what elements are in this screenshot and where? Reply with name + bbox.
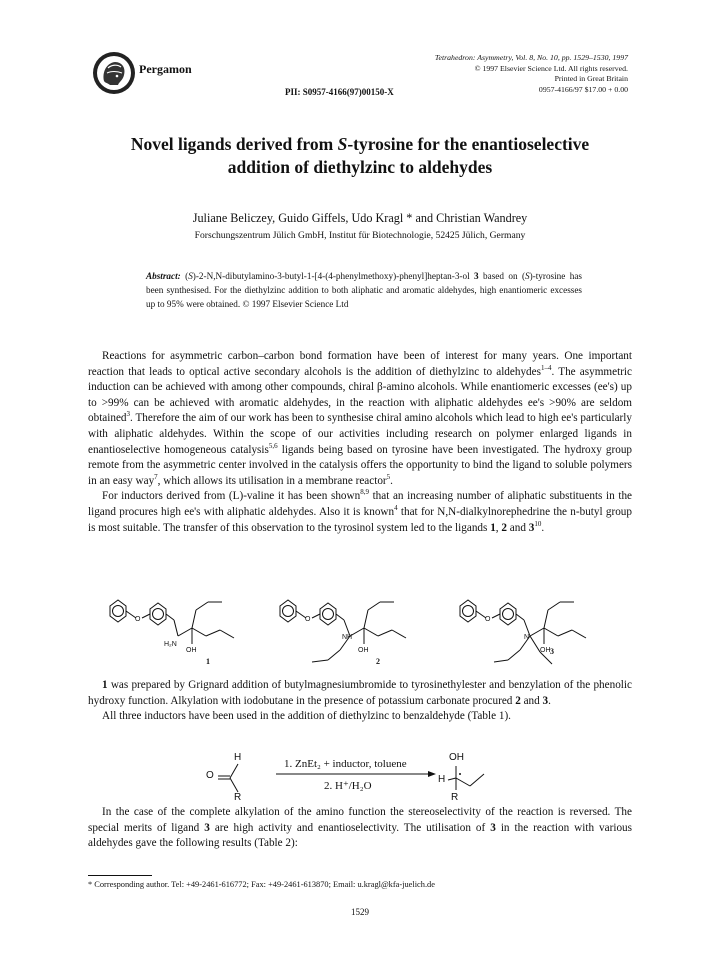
reference: 7 — [154, 472, 158, 481]
product-h-label: H — [438, 774, 446, 785]
product-r-label: R — [451, 792, 459, 803]
abstract-italic: S — [525, 271, 530, 281]
abstract-text: )-tyrosine has been synthesised. For the diethylzinc addition to both aliphatic and aromatic aldehydes, high enantiomeric excesses up to 95% were obtained. © 1997 Elsevier Science Ltd — [146, 271, 583, 309]
hydroxyl-label: OH — [358, 647, 369, 654]
abstract-label: Abstract: — [146, 271, 181, 281]
corresponding-star: * — [403, 211, 413, 225]
reference: 3 — [126, 410, 131, 419]
abstract — [146, 269, 582, 311]
paragraph: In the case of the complete alkylation of the amino function the stereoselectivity of the reaction is reversed. The special merits of ligand 3 are high activity and enantioselectivity. The utilisation of 3 in the reaction with various aldehydes gave the following results (Table 2): — [88, 806, 632, 850]
abstract-text: ( — [180, 271, 189, 281]
compound-number: 2 — [501, 521, 507, 534]
aldehyde-h-label: H — [234, 752, 242, 763]
reference: 5,6 — [268, 441, 278, 450]
reaction-step-1: 1. ZnEt₂ + inductor, toluene — [284, 758, 407, 770]
oxygen-label: O — [485, 616, 491, 623]
paragraph: All three inductors have been used in the addition of diethylzinc to benzaldehyde (Table 1). — [102, 710, 511, 723]
oxygen-label: O — [305, 616, 311, 623]
pergamon-logo — [92, 51, 136, 95]
hydroxyl-label: OH — [186, 647, 197, 654]
authors — [80, 211, 640, 226]
compound-number: 3 — [204, 821, 210, 834]
page-number: 1529 — [351, 907, 369, 917]
abstract-text: )-2-N,N-dibutylamino-3-butyl-1-[4-(4-phenylmethoxy)-phenyl]heptan-3-ol — [192, 271, 475, 281]
paragraph: Reactions for asymmetric carbon–carbon bond formation have been of interest for many years. One important reaction that leads to optical active secondary alcohols is the addition of diethylzinc to aldehydes$^{1-4}$. The asymmetric induction can be achieved with among other compounds, chiral β-amino alcohols. While enantiomeric excesses (ee's) up to >99% can be achieved with aromatic aldehydes, in the reaction with aliphatic aldehydes ee's >90% are seldom obtained$^3$. Therefore the aim of our work has been to synthesise chiral amino alcohols which lead to high ee's particularly with aliphatic aldehydes. Within the scope of our activities including research on polymer enlarged ligands in enantioselective homogeneous catalysis$^{5,6}$ ligands being based on tyrosine have been investigated. The hydroxy group remote from the asymmetric center involved in the catalysis offers the opportunity to bind the ligand to soluble polymers in an easy way$^7$, which allows its utilisation in a membrane reactor$^5$. — [88, 350, 633, 487]
amine-label: H₂N — [164, 641, 177, 648]
abstract-italic: S — [188, 271, 193, 281]
body-section-1 — [88, 349, 632, 536]
footnote — [88, 880, 632, 889]
compound-number: 3 — [542, 694, 549, 707]
journal-info — [435, 53, 628, 95]
aldehyde-r-label: R — [234, 792, 242, 803]
affiliation: Forschungszentrum Jülich GmbH, Institut für Biotechnologie, 52425 Jülich, Germany — [194, 230, 526, 241]
journal-citation: Tetrahedron: Asymmetry, Vol. 8, No. 10, pp. 1529–1530, 1997 — [434, 53, 628, 62]
title-italic: S — [337, 134, 348, 154]
ligand-2-structure — [280, 600, 406, 662]
hydroxyl-label: OH — [540, 647, 551, 654]
amine-label: N — [524, 634, 530, 641]
reference: 4 — [394, 503, 398, 512]
compound-label-2: 2 — [376, 657, 380, 666]
abstract-text: based on ( — [478, 271, 526, 281]
footnote-text: Corresponding author. Tel: +49-2461-616772; Fax: +49-2461-613870; Email: u.kragl@kfa-juelich.de — [92, 880, 435, 889]
body-section-3 — [88, 805, 632, 852]
compound-number: 3 — [474, 271, 479, 281]
paragraph: For inductors derived from (L)-valine it has been shown$^{8,9}$ that an increasing number of aliphatic substituents in the ligand procures high ee's with aliphatic aldehydes. Also it is known$^4$ that for N,N-dialkylnorephedrine the n-butyl group is most suitable. The transfer of this observation to the tyrosinol system led to the ligands 1, 2 and $3^{10}$. — [88, 488, 633, 534]
issn-line: 0957-4166/97 $17.00 + 0.00 — [538, 84, 628, 94]
paragraph: 1 was prepared by Grignard addition of butylmagnesiumbromide to tyrosinethylester and benzylation of the phenolic hydroxy function. Alkylation with iodobutane in the presence of potassium carbonate procured 2 and 3. — [88, 679, 632, 707]
compound-number: 1 — [102, 679, 108, 691]
amine-label: NH — [342, 634, 353, 641]
reference: 5 — [386, 472, 391, 481]
oxygen-label: O — [135, 616, 141, 623]
paper-title — [80, 133, 640, 179]
compound-label-3: 3 — [550, 647, 554, 656]
ligand-1-structure — [110, 600, 234, 644]
title-text: addition of diethylzinc to aldehydes — [227, 157, 493, 177]
reaction-scheme — [200, 752, 520, 804]
compound-number: 2 — [515, 694, 521, 707]
title-text: -tyrosine for the enantioselective — [347, 134, 590, 154]
aldehyde-o-label: O — [206, 770, 214, 781]
compound-number: 3 — [528, 521, 535, 534]
reference: 8,9 — [360, 488, 369, 497]
pii: PII: S0957-4166(97)00150-X — [285, 87, 394, 97]
copyright-line: © 1997 Elsevier Science Ltd. All rights reserved. — [474, 63, 628, 73]
publisher-name: Pergamon — [139, 62, 192, 76]
author-names: Juliane Beliczey, Guido Giffels, Udo Kragl — [192, 211, 404, 225]
ligand-structures — [88, 596, 632, 672]
compound-label-1: 1 — [206, 657, 210, 666]
product-oh-label: OH — [449, 752, 464, 763]
reference: 1–4 — [540, 363, 552, 372]
footnote-star: * — [88, 880, 93, 889]
footnote-rule — [88, 875, 152, 876]
author-names: and Christian Wandrey — [412, 211, 528, 225]
printed-line: Printed in Great Britain — [554, 74, 628, 83]
compound-number: 1 — [490, 521, 496, 534]
reference: 10 — [534, 519, 542, 528]
body-section-2 — [88, 678, 632, 725]
title-text: Novel ligands derived from — [130, 134, 338, 154]
compound-number: 3 — [490, 821, 496, 834]
reaction-step-2: 2. H⁺/H₂O — [324, 780, 372, 792]
ligand-3-structure — [460, 600, 586, 664]
